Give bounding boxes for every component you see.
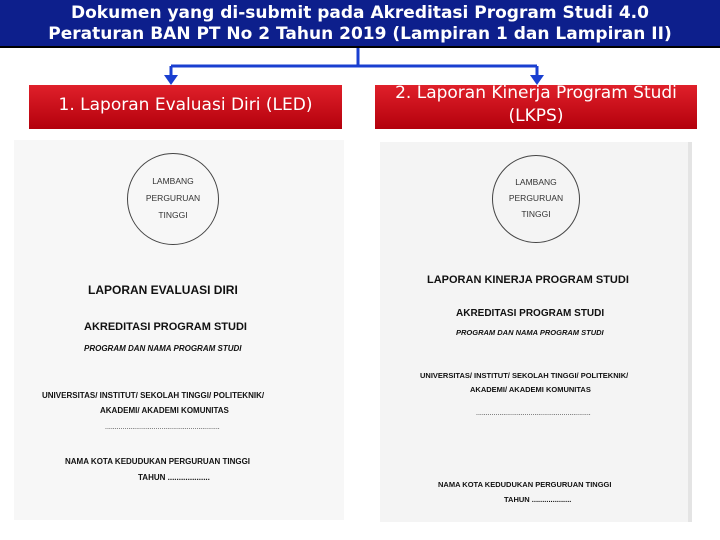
lkps-box-label-1: 2. Laporan Kinerja Program Studi xyxy=(395,83,677,103)
seal-text-2: PERGURUAN xyxy=(508,193,564,203)
report-title: LAPORAN KINERJA PROGRAM STUDI xyxy=(427,274,629,286)
seal-text-1: LAMBANG xyxy=(515,177,557,187)
seal-text-3: TINGGI xyxy=(158,210,188,220)
university-seal-placeholder xyxy=(127,153,219,245)
led-box-label: 1. Laporan Evaluasi Diri (LED) xyxy=(58,95,313,115)
city-line: NAMA KOTA KEDUDUKAN PERGURUAN TINGGI xyxy=(65,457,251,466)
accreditation-title: AKREDITASI PROGRAM STUDI xyxy=(84,321,247,333)
arrowhead-left-icon xyxy=(164,75,178,85)
page-edge xyxy=(688,142,692,522)
program-name: PROGRAM DAN NAMA PROGRAM STUDI xyxy=(84,344,242,353)
year-line: TAHUN ................... xyxy=(504,495,572,504)
institution-line-1: UNIVERSITAS/ INSTITUT/ SEKOLAH TINGGI/ POLITEKNIK/ xyxy=(42,391,265,400)
report-title: LAPORAN EVALUASI DIRI xyxy=(88,283,238,297)
year-line: TAHUN ................... xyxy=(138,473,210,482)
institution-name-blank: ........................................................... xyxy=(476,410,591,417)
led-cover-page xyxy=(14,140,344,520)
lkps-box-label-2: (LKPS) xyxy=(508,106,564,126)
title-line-2: Peraturan BAN PT No 2 Tahun 2019 (Lampiran 1 dan Lampiran II) xyxy=(48,24,672,44)
lkps-box xyxy=(375,85,697,129)
university-seal-placeholder xyxy=(492,155,580,243)
institution-name-blank: ........................................................... xyxy=(105,424,220,431)
led-box xyxy=(29,85,342,129)
institution-line-2: AKADEMI/ AKADEMI KOMUNITAS xyxy=(100,406,229,415)
institution-line-1: UNIVERSITAS/ INSTITUT/ SEKOLAH TINGGI/ POLITEKNIK/ xyxy=(420,371,629,380)
lkps-cover-page xyxy=(380,142,692,522)
seal-text-3: TINGGI xyxy=(521,209,551,219)
program-name: PROGRAM DAN NAMA PROGRAM STUDI xyxy=(456,328,604,337)
institution-line-2: AKADEMI/ AKADEMI KOMUNITAS xyxy=(470,385,591,394)
seal-text-1: LAMBANG xyxy=(152,176,194,186)
city-line: NAMA KOTA KEDUDUKAN PERGURUAN TINGGI xyxy=(438,480,612,489)
title-line-1: Dokumen yang di-submit pada Akreditasi Program Studi 4.0 xyxy=(71,3,649,23)
seal-text-2: PERGURUAN xyxy=(145,193,201,203)
accreditation-title: AKREDITASI PROGRAM STUDI xyxy=(456,308,605,319)
